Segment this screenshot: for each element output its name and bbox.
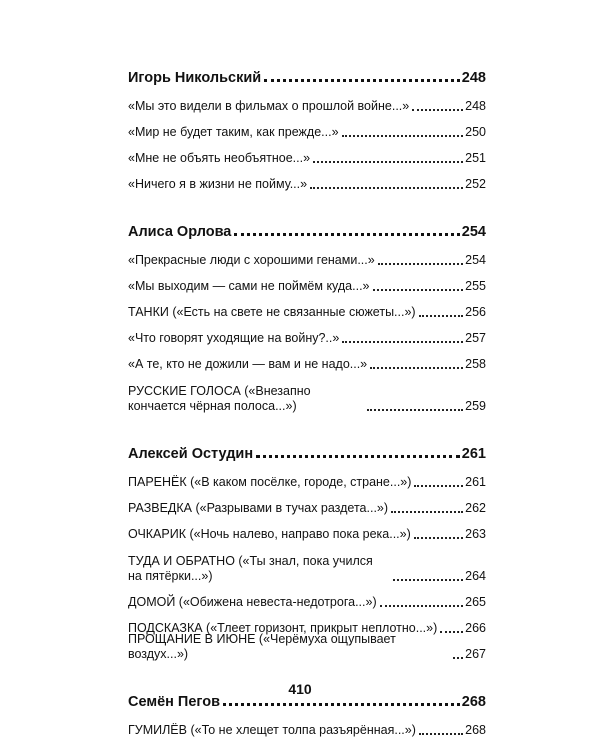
toc-entry xyxy=(128,272,486,298)
entry-title: ДОМОЙ («Обижена невеста-недотрога...») xyxy=(128,595,377,609)
dot-leader xyxy=(342,135,464,137)
author-heading xyxy=(128,216,486,246)
entry-title: ПАРЕНЁК («В каком посёлке, городе, стране...») xyxy=(128,475,412,489)
dot-leader xyxy=(414,485,463,487)
toc-entry xyxy=(128,170,486,196)
entry-title: «А те, кто не дожили — вам и не надо...» xyxy=(128,357,368,371)
dot-leader xyxy=(342,341,463,343)
author-name: Игорь Никольский xyxy=(128,70,262,86)
entry-page-number: 251 xyxy=(465,151,486,165)
dot-leader xyxy=(380,605,464,607)
entry-title: ТАНКИ («Есть на свете не связанные сюжеты...») xyxy=(128,305,416,319)
dot-leader xyxy=(453,657,463,659)
toc-entry xyxy=(128,546,486,588)
entry-page-number: 248 xyxy=(465,99,486,113)
entry-page-number: 264 xyxy=(465,569,486,583)
author-heading xyxy=(128,62,486,92)
entry-title: «Что говорят уходящие на войну?..» xyxy=(128,331,340,345)
entry-title: ГУМИЛЁВ («То не хлещет толпа разъярённая...») xyxy=(128,723,416,737)
toc-section-nikolsky xyxy=(128,62,486,196)
entry-title: ПРОЩАНИЕ В ИЮНЕ («Черёмуха ощупывает воздух...») xyxy=(128,632,396,661)
author-name: Семён Пегов xyxy=(128,694,221,710)
toc-entry xyxy=(128,324,486,350)
dot-leader xyxy=(313,161,463,163)
dot-leader xyxy=(264,79,460,82)
entry-title: РАЗВЕДКА («Разрывами в тучах раздета...») xyxy=(128,501,389,515)
toc-entry xyxy=(128,494,486,520)
entry-page-number: 261 xyxy=(465,475,486,489)
dot-leader xyxy=(378,263,463,265)
toc-entry xyxy=(128,350,486,376)
toc-section-orlova xyxy=(128,216,486,418)
author-page-number: 254 xyxy=(461,224,486,240)
page-number: 410 xyxy=(288,681,312,697)
entry-page-number: 259 xyxy=(465,399,486,413)
entry-page-number: 254 xyxy=(465,253,486,267)
toc-entry xyxy=(128,118,486,144)
toc-entry xyxy=(128,588,486,614)
dot-leader xyxy=(414,537,463,539)
dot-leader xyxy=(256,455,460,458)
toc-entry xyxy=(128,144,486,170)
toc-entry xyxy=(128,632,486,666)
dot-leader xyxy=(223,703,460,706)
dot-leader xyxy=(373,289,464,291)
entry-page-number: 268 xyxy=(465,723,486,737)
entry-title: «Прекрасные люди с хорошими генами...» xyxy=(128,253,375,267)
entry-page-number: 265 xyxy=(465,595,486,609)
entry-page-number: 267 xyxy=(465,647,486,661)
entry-title: «Ничего я в жизни не пойму...» xyxy=(128,177,308,191)
entry-title: «Мы это видели в фильмах о прошлой войне...» xyxy=(128,99,410,113)
dot-leader xyxy=(310,187,463,189)
entry-page-number: 262 xyxy=(465,501,486,515)
author-page-number: 248 xyxy=(461,70,486,86)
entry-page-number: 250 xyxy=(465,125,486,139)
toc-entry xyxy=(128,376,486,418)
author-page-number: 261 xyxy=(461,446,486,462)
dot-leader xyxy=(419,733,463,735)
toc-entry xyxy=(128,468,486,494)
entry-page-number: 256 xyxy=(465,305,486,319)
entry-title: «Мы выходим — сами не поймём куда...» xyxy=(128,279,370,293)
author-name: Алексей Остудин xyxy=(128,446,254,462)
entry-page-number: 266 xyxy=(465,621,486,635)
author-page-number: 268 xyxy=(461,694,486,710)
dot-leader xyxy=(412,109,463,111)
entry-page-number: 258 xyxy=(465,357,486,371)
author-name: Алиса Орлова xyxy=(128,224,232,240)
dot-leader xyxy=(234,233,459,236)
entry-title: ПОДСКАЗКА («Тлеет горизонт, прикрыт неплотно...») xyxy=(128,621,438,635)
entry-title: «Мир не будет таким, как прежде...» xyxy=(128,125,339,139)
toc-entry xyxy=(128,716,486,742)
entry-title: РУССКИЕ ГОЛОСА («Внезапно кончается чёрная полоса...») xyxy=(128,384,311,413)
toc-entry xyxy=(128,92,486,118)
entry-title: ОЧКАРИК («Ночь налево, направо пока река...») xyxy=(128,527,411,541)
dot-leader xyxy=(391,511,463,513)
entry-page-number: 255 xyxy=(465,279,486,293)
entry-title: ТУДА И ОБРАТНО («Ты знал, пока учился на пятёрки...») xyxy=(128,554,373,583)
entry-page-number: 257 xyxy=(465,331,486,345)
dot-leader xyxy=(367,409,463,411)
dot-leader xyxy=(419,315,464,317)
dot-leader xyxy=(393,579,463,581)
dot-leader xyxy=(370,367,463,369)
author-heading xyxy=(128,438,486,468)
entry-page-number: 263 xyxy=(465,527,486,541)
toc-entry xyxy=(128,298,486,324)
entry-title: «Мне не объять необъятное...» xyxy=(128,151,311,165)
toc-entry xyxy=(128,246,486,272)
toc-entry xyxy=(128,520,486,546)
entry-page-number: 252 xyxy=(465,177,486,191)
toc-section-ostudin xyxy=(128,438,486,666)
table-of-contents xyxy=(128,62,486,742)
